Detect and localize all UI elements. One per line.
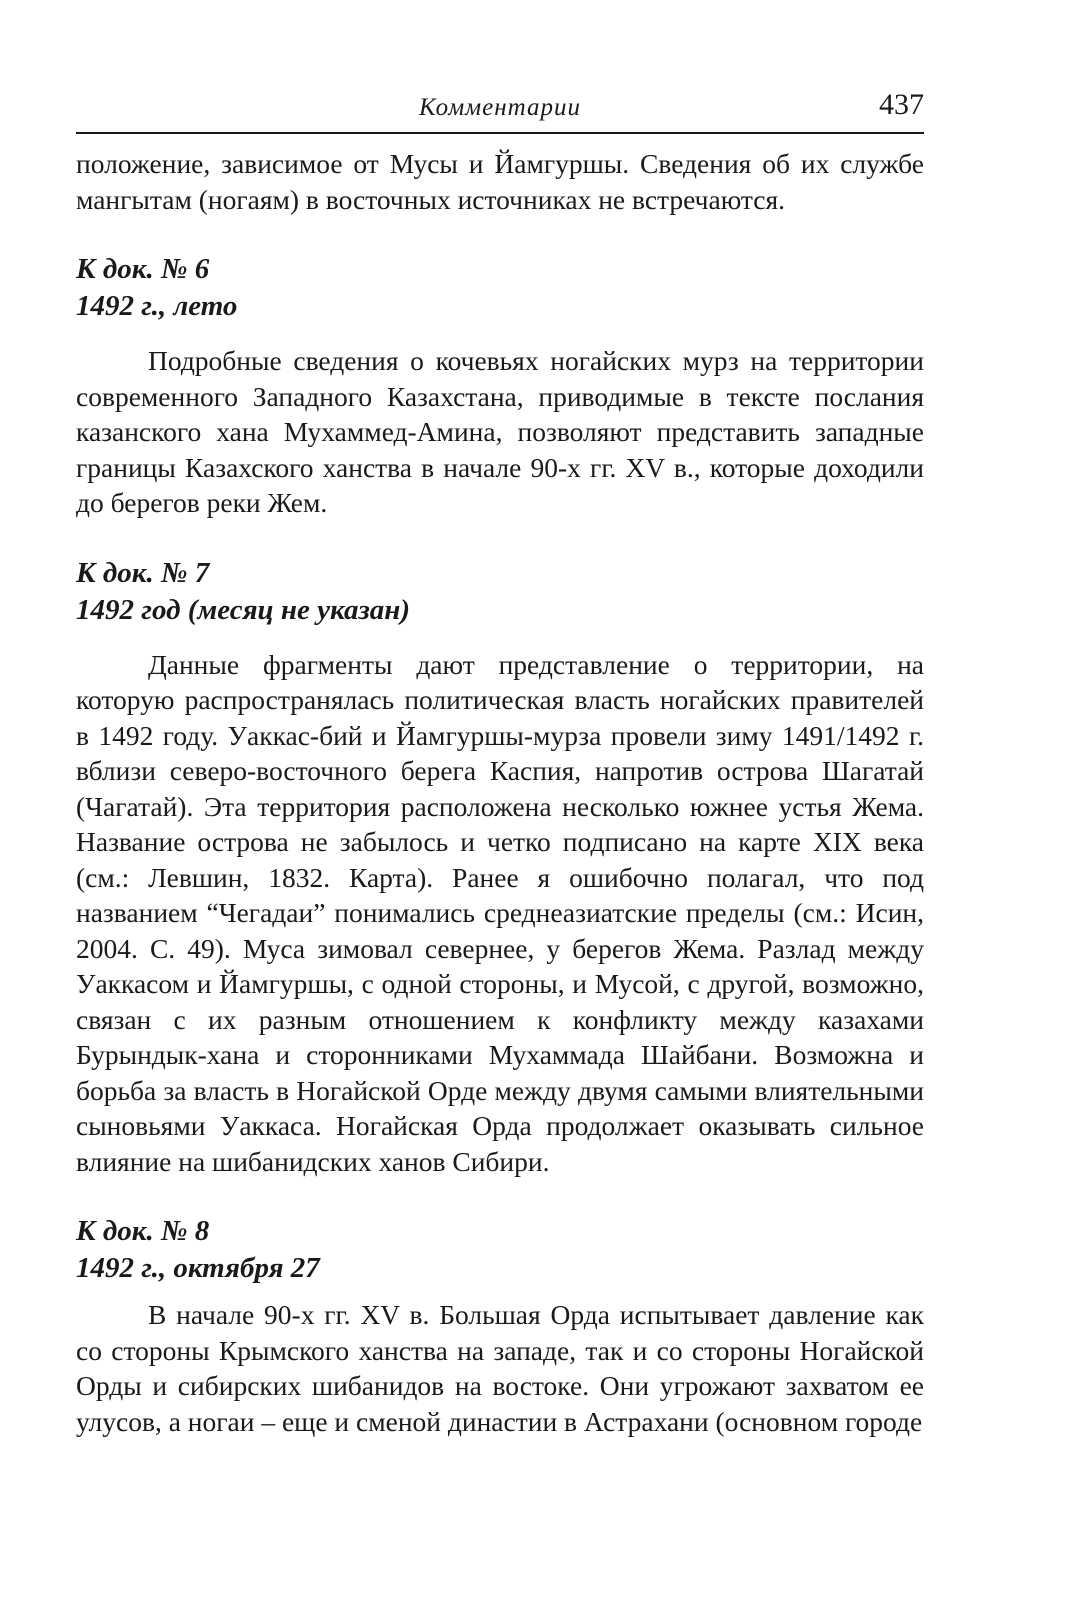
page-number: 437 — [879, 88, 924, 121]
doc-date: 1492 г., октября 27 — [76, 1252, 320, 1284]
doc-reference: К док. № 8 — [76, 1215, 210, 1247]
section-heading — [76, 555, 924, 629]
section-doc-8 — [76, 1213, 924, 1439]
section-doc-7 — [76, 555, 924, 1180]
running-header — [76, 88, 924, 134]
section-paragraph: Подробные сведения о кочевьях ногайских мурз на территории современного Западного Казахстана, приводимые в тексте послания казанского хана Мухаммед-Амина, позволяют представить западные границы Казахского ханства в начале 90-х гг. XV в., которые доходили до берегов реки Жем. — [76, 345, 924, 518]
section-paragraph: Данные фрагменты дают представление о территории, на которую распространялась политическая власть ногайских правителей в 1492 году. Уаккас-бий и Йамгуршы-мурза провели зиму 1491/1492 г. вблизи северо-восточного берега Каспия, напротив острова Шагатай (Чагатай). Эта территория расположена несколько южнее устья Жема. Название острова не забылось и четко подписано на карте XIX века (см.: Левшин, 1832. Карта). Ранее я ошибочно полагал, что под названием “Чегадаи” понимались среднеазиатские пределы (см.: Исин, 2004. С. 49). Муса зимовал севернее, у берегов Жема. Разлад между Уаккасом и Йамгуршы, с одной стороны, и Мусой, с другой, возможно, связан с их разным отношением к конфликту между казахами Бурындык-хана и сторонниками Мухаммада Шайбани. Возможна и борьба за власть в Ногайской Орде между двумя самыми влиятельными сыновьями Уаккаса. Ногайская Орда продолжает оказывать сильное влияние на шибанидских ханов Сибири. — [76, 648, 924, 1177]
section-doc-6 — [76, 251, 924, 521]
page — [76, 88, 924, 1439]
doc-date: 1492 г., лето — [76, 290, 238, 322]
section-paragraph: В начале 90-х гг. XV в. Большая Орда испытывает давление как со стороны Крымского ханства на западе, так и со стороны Ногайской Орды и сибирских шибанидов на востоке. Они угрожают захватом ее улусов, а ногаи – еще и сменой династии в Астрахани (основном городе — [76, 1299, 924, 1437]
section-heading — [76, 1213, 924, 1287]
intro-paragraph: положение, зависимое от Мусы и Йамгуршы. Сведения об их службе мангытам (ногаям) в восточных источниках не встречаются. — [76, 148, 924, 215]
doc-date: 1492 год (месяц не указан) — [76, 593, 411, 626]
doc-reference: К док. № 6 — [76, 253, 210, 285]
doc-reference: К док. № 7 — [76, 556, 210, 589]
section-heading — [76, 251, 924, 325]
running-title: Комментарии — [419, 94, 581, 121]
